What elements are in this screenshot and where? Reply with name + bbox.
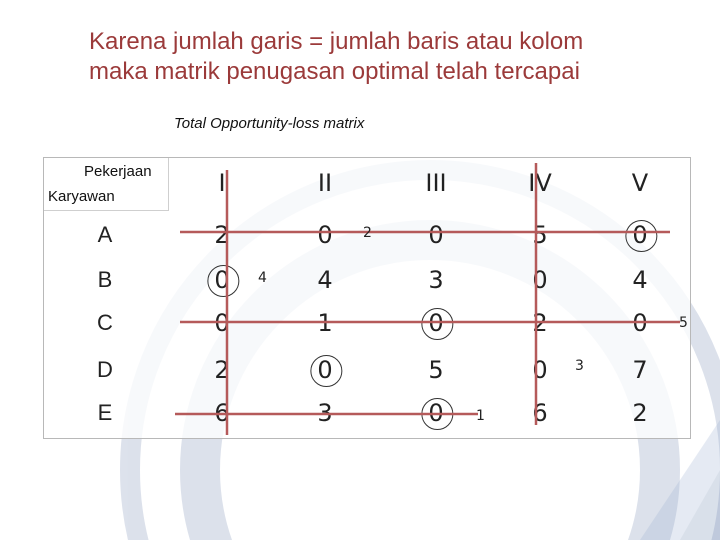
matrix-cell: 0	[532, 356, 548, 384]
matrix-cell: 0	[428, 221, 444, 249]
matrix-cell: 5	[532, 221, 548, 249]
assigned-cell: 0	[632, 221, 648, 249]
matrix-cell: 5	[428, 356, 444, 384]
matrix-cell: 6	[214, 399, 230, 427]
cover-line-3-label: 3	[575, 358, 584, 374]
assigned-cell: 0	[317, 356, 333, 384]
column-header-iv: IV	[528, 169, 552, 197]
matrix-cell: 2	[532, 309, 548, 337]
row-header-b: B	[97, 267, 113, 292]
title-line: maka matrik penugasan optimal telah tercapai	[89, 58, 580, 85]
matrix-cell: 3	[428, 266, 444, 294]
cover-line-1-label: 1	[476, 408, 485, 424]
header-karyawan: Karyawan	[48, 188, 115, 205]
column-header-i: I	[218, 169, 226, 197]
matrix-cell: 2	[632, 399, 648, 427]
matrix-cell: 4	[317, 266, 333, 294]
opportunity-loss-matrix	[43, 157, 691, 439]
cover-line-2-label: 2	[363, 225, 372, 241]
slide-title	[89, 27, 689, 87]
column-header-iii: III	[425, 169, 447, 197]
matrix-cell: 3	[317, 399, 333, 427]
cover-line-4-label: 4	[258, 270, 267, 286]
row-header-d: D	[97, 357, 113, 382]
matrix-caption: Total Opportunity-loss matrix	[174, 115, 365, 132]
matrix-cell: 1	[317, 309, 333, 337]
matrix-cell: 2	[214, 356, 230, 384]
matrix-cell: 0	[532, 266, 548, 294]
assigned-cell: 0	[428, 399, 444, 427]
row-header-c: C	[97, 310, 113, 335]
matrix-cell: 0	[317, 221, 333, 249]
matrix-cell: 0	[214, 309, 230, 337]
matrix-cell: 0	[632, 309, 648, 337]
row-header-a: A	[97, 222, 113, 247]
column-header-ii: II	[317, 169, 333, 197]
header-pekerjaan: Pekerjaan	[84, 163, 152, 180]
matrix-cell: 4	[632, 266, 648, 294]
matrix-cell: 6	[532, 399, 548, 427]
cover-line-5-label: 5	[679, 315, 688, 331]
row-header-e: E	[97, 400, 113, 425]
matrix-cell: 2	[214, 221, 230, 249]
title-line: Karena jumlah garis = jumlah baris atau kolom	[89, 28, 584, 55]
matrix-cell: 7	[632, 356, 648, 384]
assigned-cell: 0	[428, 309, 444, 337]
header-corner	[44, 158, 169, 211]
column-header-v: V	[631, 169, 649, 197]
assigned-cell: 0	[214, 266, 230, 294]
